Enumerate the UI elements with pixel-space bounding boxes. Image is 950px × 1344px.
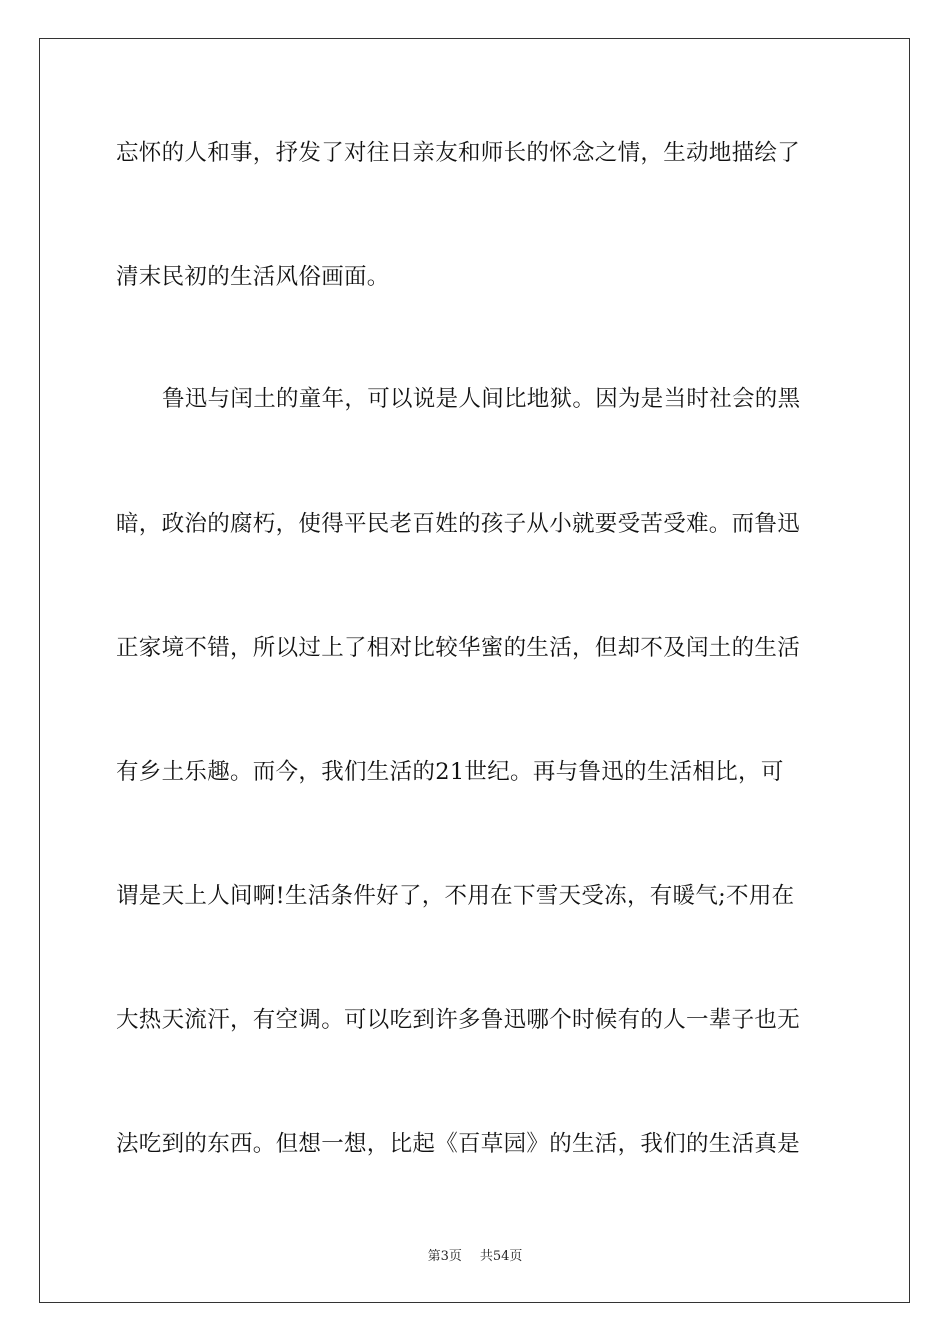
line-text: 忘怀的人和事，抒发了对往日亲友和师长的怀念之情，生动地描绘了 <box>116 140 801 166</box>
paragraph-line <box>116 1129 832 1159</box>
page-footer <box>0 1248 950 1266</box>
line-text: 清末民初的生活风俗画面。 <box>116 264 390 290</box>
paragraph-line <box>116 262 832 292</box>
paragraph-line <box>116 881 832 911</box>
page-border <box>39 38 910 1303</box>
line-text: 有乡土乐趣。而今，我们生活的21世纪。再与鲁迅的生活相比，可 <box>116 759 784 785</box>
paragraph-line <box>116 138 832 168</box>
paragraph-line <box>116 757 832 787</box>
paragraph-line <box>116 633 832 663</box>
paragraph-line <box>116 1005 832 1035</box>
total-page-count: 共54页 <box>479 1249 523 1264</box>
line-text: 法吃到的东西。但想一想，比起《百草园》的生活，我们的生活真是 <box>116 1131 801 1157</box>
line-text: 谓是天上人间啊!生活条件好了，不用在下雪天受冻，有暖气;不用在 <box>116 883 795 909</box>
line-text: 大热天流汗，有空调。可以吃到许多鲁迅哪个时候有的人一辈子也无 <box>116 1007 801 1033</box>
paragraph-line <box>116 509 832 539</box>
current-page-number: 第3页 <box>427 1249 462 1264</box>
paragraph-line <box>116 384 832 414</box>
line-text: 鲁迅与闰土的童年，可以说是人间比地狱。因为是当时社会的黑 <box>162 386 801 412</box>
line-text: 正家境不错，所以过上了相对比较华蜜的生活，但却不及闰土的生活 <box>116 635 801 661</box>
line-text: 暗，政治的腐朽，使得平民老百姓的孩子从小就要受苦受难。而鲁迅 <box>116 511 801 537</box>
